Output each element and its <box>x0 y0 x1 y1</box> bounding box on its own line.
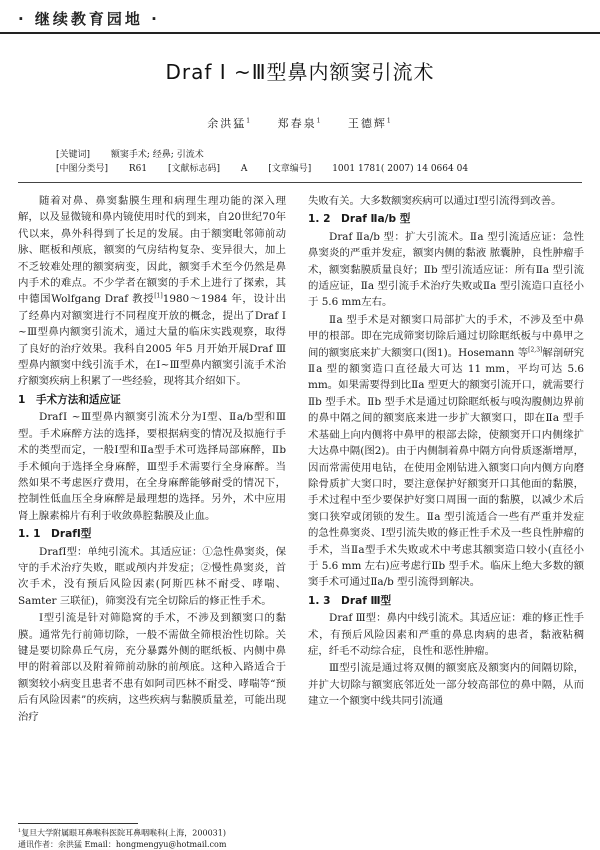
footnote-affiliation: $^1$复旦大学附属眼耳鼻喉科医院耳鼻咽喉科(上海，200031) <box>18 828 226 838</box>
paragraph-text: DrafⅠ ~Ⅲ型鼻内额窦引流术分为Ⅰ型、Ⅱa/b型和Ⅲ型。手术麻醉方法的选择，要根据病变的情况及拟施行手术的类型而定，一般Ⅰ型和Ⅱa型手术可选择局部麻醉，Ⅱb 手术倾向于选择全身麻醉，Ⅲ型手术需要行全身麻醉。当然如果不考虑医疗费用，在全身麻醉能够耐受的情况下，控制性低血压全身麻醉是最理想的选择。另外，术中应用肾上腺素棉片有利于收敛鼻腔黏膜及止血。 <box>18 411 286 522</box>
paragraph-text: Draf Ⅱa/b 型：扩大引流术。Ⅱa 型引流适应证：急性鼻窦炎的严重并发症，额窦内侧的黏液 脓囊肿，良性肿瘤手术，额窦黏膜质量良好；Ⅱb 型引流适应证：所有Ⅱa 型引流的适应证，Ⅱa 型引流手术治疗失败或Ⅱa 型引流造口直径小于 5.6 mm左右。 <box>308 230 584 309</box>
keywords-label: [关键词] <box>56 150 91 160</box>
footnote-divider <box>18 823 138 824</box>
footnote <box>18 826 298 850</box>
paragraph-text: Draf Ⅲ型：鼻内中线引流术。其适应证：难的修正性手术，有预后风险因素和严重的鼻息肉病的患者，黏液粘稠症，纤毛不动综合症，良性和恶性肿瘤。 <box>308 612 584 657</box>
author-name: 余洪猛$^1$ <box>207 117 253 130</box>
paragraph-text: Ⅰ型引流是针对筛隐窝的手术，不涉及到额窦口的黏膜。通常先行前筛切除，一般不需做全筛根治性切除。关键是要切除鼻丘气房，充分暴露外侧的眶纸板、内侧中鼻甲的附着部以及附着筛前动脉的前颅底。这种入路适合于额窦较小病变且患者不患有如阿司匹林不耐受、哮喘等“预后有风险因素”的疾病，这些疾病与黏膜质量差，可能出现治疗 <box>18 612 286 723</box>
article-no-label: [文章编号] <box>268 164 312 174</box>
author-name: 王德辉$^1$ <box>347 117 393 130</box>
paragraph-text: DrafⅠ型：单纯引流术。其适应证：①急性鼻窦炎，保守的手术治疗失败，眶或颅内并发症；②慢性鼻窦炎，首次手术，没有预后风险因素(阿斯匹林不耐受、哮喘、Samter 三联征)，筛窦没有完全切除后的修正性手术。 <box>18 545 286 607</box>
citation-marker: [1] <box>154 292 163 300</box>
article-no-value: 1001 1781( 2007) 14 0664 04 <box>332 164 469 174</box>
header-divider <box>0 32 600 34</box>
section-heading: 1. 3 Draf Ⅲ型 <box>308 594 392 607</box>
keywords-row <box>56 148 486 162</box>
body-paragraph <box>308 610 584 659</box>
body-paragraph <box>308 229 584 311</box>
body-paragraph <box>308 193 584 209</box>
body-paragraph <box>18 544 286 610</box>
article-metadata <box>56 148 486 176</box>
body-paragraph <box>308 312 584 591</box>
paragraph-text: 随着对鼻、鼻窦黏膜生理和病理生理功能的深入理解，以及显微镜和鼻内镜使用时代的到来，自20世纪70年代以来，鼻外科得到了长足的发展。由于额窦毗邻筛前动脉、眶板和颅底，额窦的气房结构复杂、变异很大，加上不乏较难处理的额窦病变，因此，额窦手术至今仍然是鼻内手术的难点。不少学者在额窦的手术上进行了探索，其中德国Wolfgang Draf 教授 <box>18 195 286 306</box>
clc-label: [中图分类号] <box>56 164 109 174</box>
section-heading: 1. 2 Draf Ⅱa/b 型 <box>308 213 411 226</box>
citation-marker: [2,3] <box>528 346 543 354</box>
body-paragraph <box>308 660 584 709</box>
footnote-contact: 通讯作者：余洪猛 Email：hongmengyu@hotmail.com <box>18 839 227 849</box>
body-paragraph <box>18 610 286 725</box>
section-heading: 1. 1 DrafⅠ型 <box>18 528 92 541</box>
keywords-value: 额窦手术; 经鼻; 引流术 <box>110 150 204 160</box>
body-column-left <box>18 193 286 726</box>
paragraph-text: 失败有关。大多数额窦疾病可以通过Ⅰ型引流得到改善。 <box>308 195 562 207</box>
doc-code-value: A <box>240 164 248 174</box>
clc-value: R61 <box>128 164 148 174</box>
paragraph-text: 解剖研究Ⅱa 型的额窦造口直径最大可达 11 mm，平均可达 5.6 mm。如果需要得到比Ⅱa 型更大的额窦引流开口，就需要行Ⅱb 型手术。Ⅱb 型手术是通过切除眶纸板与嗅沟腹侧边界前的鼻中隔之间的额窦底来进一步扩大额窦口，即在Ⅱa 型手术基础上向内侧将中鼻甲的根部去除，使额窦开口内侧缘扩大达鼻中隔(图2)。由于内侧制着鼻中隔方向骨质逐渐增厚，因而常需使用电钻，在使用金刚钻进入额窦口向内侧方向磨除骨质扩大窦口时，要注意保护好额窦开口其他面的黏膜，手术过程中至少要保护好窦口周围一面的黏膜，以减少术后窦口狭窄或闭锁的发生。Ⅱa 型引流适合一些有严重并发症的急性鼻窦炎、Ⅰ型引流失败的修正性手术及一些良性肿瘤的手术，当Ⅱa型手术失败或术中考虑其额窦造口较小(直径小于 5.6 mm 左右)应考虑行Ⅱb 型手术。临床上绝大多数的额窦手术可通过Ⅱa/b 型引流得到解决。 <box>308 346 585 589</box>
body-column-right <box>308 193 584 711</box>
section-header: · 继续教育园地 · <box>18 10 160 28</box>
section-heading: 1 手术方法和适应证 <box>18 393 121 406</box>
body-paragraph <box>18 409 286 524</box>
body-paragraph <box>18 193 286 390</box>
article-title: Draf Ⅰ ~Ⅲ型鼻内额窦引流术 <box>165 60 435 84</box>
doc-code-label: [文献标志码] <box>168 164 221 174</box>
paragraph-text: Ⅱa 型手术是对额窦口局部扩大的手术，不涉及至中鼻甲的根部。即在完成筛窦切除后通过切除眶纸板与中鼻甲之间的额窦底来扩大额窦口(图1)。Hosemann 等 <box>308 313 584 359</box>
paragraph-text: 1980～1984 年，设计出了经鼻内对额窦进行不同程度开放的概念，提出了Draf Ⅰ ~Ⅲ型鼻内额窦引流术，通过大量的临床实践观察，取得了良好的治疗效果。我科自2005 年5 月开始开展Draf Ⅲ型鼻内额窦中线引流手术，在Ⅰ~Ⅲ型鼻内额窦引流手术治疗额窦疾病上积累了一些经验，现将其介绍如下。 <box>18 293 286 388</box>
author-list <box>0 115 600 131</box>
metadata-divider <box>18 182 582 183</box>
author-name: 郑春泉$^1$ <box>277 117 323 130</box>
paragraph-text: Ⅲ型引流是通过将双侧的额窦底及额窦内的间隔切除，并扩大切除与额窦底邻近处一部分较高部位的鼻中隔，从而建立一个额窦中线共同引流通 <box>308 662 584 708</box>
classification-row <box>56 162 486 176</box>
